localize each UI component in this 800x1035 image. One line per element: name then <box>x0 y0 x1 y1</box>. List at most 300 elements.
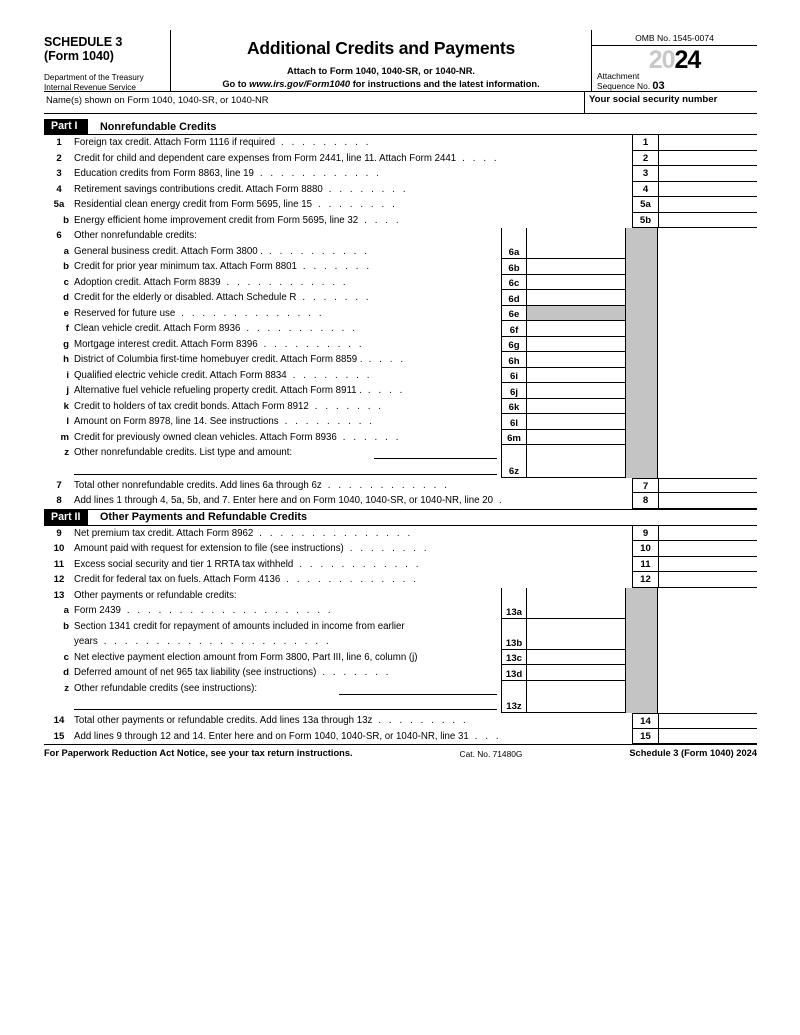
amount-input-6f[interactable] <box>526 321 625 337</box>
line-number: d <box>63 667 69 678</box>
line-description <box>74 383 501 399</box>
leader-dots: . . . . . . . . . . . <box>246 323 358 334</box>
line-row-6j <box>44 383 757 399</box>
line-description <box>74 290 501 306</box>
amount-input-6k[interactable] <box>526 399 625 415</box>
line-description: Other nonrefundable credits: <box>74 230 197 241</box>
amount-input-13z-value[interactable] <box>526 696 625 713</box>
amount-line-label: 13c <box>501 650 526 666</box>
line-description <box>74 244 501 260</box>
amount-line-label: 6l <box>501 414 526 430</box>
line-number: 6 <box>56 230 62 241</box>
amount-input-9[interactable] <box>658 526 757 542</box>
amount-line-label: 5a <box>632 197 658 213</box>
tax-year <box>592 48 757 72</box>
amount-line-label: 8 <box>632 493 658 509</box>
line-row-5a <box>44 197 757 213</box>
amount-line-label: 6e <box>501 306 526 322</box>
leader-dots: . . . . . . . . . . . . <box>259 168 382 179</box>
line-row-11 <box>44 557 757 573</box>
amount-line-label: 10 <box>632 541 658 557</box>
shaded-column <box>625 244 658 260</box>
line-description <box>74 572 632 588</box>
line-description <box>74 306 501 322</box>
sub-amount-spacer <box>501 228 526 244</box>
line-text: Total other nonrefundable credits. Add lines 6a through 6z <box>74 479 322 491</box>
line-row-6k <box>44 399 757 415</box>
line-text: District of Columbia first-time homebuyer credit. Attach Form 8859 . <box>74 354 363 365</box>
line-text: Mortgage interest credit. Attach Form 8396 <box>74 338 258 350</box>
amount-input-2[interactable] <box>658 151 757 167</box>
amount-input-4[interactable] <box>658 182 757 198</box>
amount-line-label: 6i <box>501 368 526 384</box>
line-text: Credit for previously owned clean vehicles. Attach Form 8936 <box>74 431 337 443</box>
form-header <box>44 30 757 92</box>
name-field-label: Name(s) shown on Form 1040, 1040-SR, or 1040-NR <box>46 94 269 105</box>
amount-line-label: 13a <box>501 603 526 619</box>
line-row-13c <box>44 650 757 666</box>
amount-line-label: 6c <box>501 275 526 291</box>
amount-line-label: 1 <box>632 135 658 151</box>
shaded-column <box>625 414 658 430</box>
shaded-column <box>625 306 658 322</box>
amount-input-6h[interactable] <box>526 352 625 368</box>
amount-input-13b-value[interactable] <box>526 634 625 650</box>
line-text: Add lines 9 through 12 and 14. Enter here and on Form 1040, 1040-SR, or 1040-NR, line 31 <box>74 730 469 742</box>
amount-line-label: 5b <box>632 213 658 229</box>
leader-dots: . . . . . . . . . . . . . . . . . . . . . . <box>103 636 332 647</box>
amount-input-6d[interactable] <box>526 290 625 306</box>
line-number: a <box>63 605 69 616</box>
part-1-title: Nonrefundable Credits <box>100 120 217 133</box>
line-number: 12 <box>53 574 65 585</box>
shaded-column <box>625 603 658 619</box>
amount-input-6i[interactable] <box>526 368 625 384</box>
line-description <box>74 526 632 542</box>
line-text: Add lines 1 through 4, 5a, 5b, and 7. Enter here and on Form 1040, 1040-SR, or 1040-NR, line 20 <box>74 495 493 506</box>
leader-dots: . . . . . . <box>342 431 401 443</box>
line-number: m <box>60 431 69 443</box>
form-page <box>44 30 757 759</box>
line-description <box>74 713 632 729</box>
line-row-6e <box>44 306 757 322</box>
shaded-column <box>625 321 658 337</box>
leader-dots: . . . . . . . <box>302 261 372 272</box>
writein-amount-field[interactable] <box>74 709 497 710</box>
leader-dots: . . . . . . . . . . . . . . . <box>259 527 413 539</box>
amount-line-label: 11 <box>632 557 658 573</box>
line-number: b <box>63 261 69 272</box>
amount-line-label: 6h <box>501 352 526 368</box>
line-text: Form 2439 <box>74 605 121 616</box>
amount-input-7[interactable] <box>658 478 757 494</box>
amount-input-13a[interactable] <box>526 603 625 619</box>
amount-input-6z[interactable] <box>526 445 625 461</box>
shaded-column <box>625 461 658 478</box>
leader-dots: . . . . . . . . <box>349 543 430 554</box>
right-spacer <box>658 368 757 384</box>
line-number: k <box>63 400 69 412</box>
line-number: c <box>63 276 69 288</box>
right-spacer <box>658 696 757 713</box>
amount-input-6g[interactable] <box>526 337 625 353</box>
right-spacer <box>658 603 757 619</box>
line-description <box>74 213 632 229</box>
line-text: Credit for federal tax on fuels. Attach Form 4136 <box>74 574 281 585</box>
line-number: g <box>63 338 69 350</box>
line-description <box>74 493 632 509</box>
line-row-13b-second <box>44 634 757 650</box>
schedule-form-ref: (Form 1040) <box>44 48 114 63</box>
line-description <box>74 681 501 697</box>
part-2-title: Other Payments and Refundable Credits <box>100 511 307 523</box>
line-number: c <box>63 651 69 663</box>
shaded-column <box>625 696 658 713</box>
line-row-6 <box>44 228 757 244</box>
shaded-column <box>625 352 658 368</box>
amount-input-12[interactable] <box>658 572 757 588</box>
omb-number: OMB No. 1545-0074 <box>592 33 757 46</box>
amount-line-label: 9 <box>632 526 658 542</box>
line-text: Clean vehicle credit. Attach Form 8936 <box>74 323 241 334</box>
right-spacer <box>658 244 757 260</box>
amount-input-5b[interactable] <box>658 213 757 229</box>
line-row-3 <box>44 166 757 182</box>
sub-amount-spacer <box>501 681 526 697</box>
shaded-column <box>625 368 658 384</box>
amount-line-label: 2 <box>632 151 658 167</box>
leader-dots: . . . . <box>368 354 406 365</box>
shaded-column <box>625 259 658 275</box>
leader-dots: . . . . <box>367 385 405 396</box>
page-title: Additional Credits and Payments <box>246 38 515 58</box>
amount-input-6j[interactable] <box>526 383 625 399</box>
line-text: Reserved for future use <box>74 307 176 319</box>
line-text: Deferred amount of net 965 tax liability (see instructions) <box>74 667 317 678</box>
line-text: Credit for the elderly or disabled. Attach Schedule R <box>74 292 297 303</box>
line-description <box>74 337 501 353</box>
leader-dots: . . . . . . . . . <box>281 137 371 148</box>
tax-year-prefix: 20 <box>648 46 675 74</box>
amount-line-label: 6g <box>501 337 526 353</box>
goto-suffix: for instructions and the latest information. <box>350 79 540 89</box>
line-number: 14 <box>53 715 65 726</box>
leader-dots: . . . . . . . . <box>328 183 409 195</box>
line-text: Amount paid with request for extension to file (see instructions) <box>74 543 344 554</box>
line-number: i <box>66 369 69 381</box>
right-spacer <box>658 321 757 337</box>
line-row-6f <box>44 321 757 337</box>
line-description <box>74 541 632 557</box>
form-identifier: Schedule 3 (Form 1040) 2024 <box>629 748 757 758</box>
leader-dots: . . . . <box>364 214 402 226</box>
amount-input-14[interactable] <box>658 713 757 729</box>
line-description <box>74 665 501 681</box>
tax-year-suffix: 24 <box>674 46 701 74</box>
amount-input-13c[interactable] <box>526 650 625 666</box>
shaded-column <box>625 228 658 244</box>
line-text: Education credits from Form 8863, line 19 <box>74 168 254 179</box>
attach-instruction: Attach to Form 1040, 1040-SR, or 1040-NR. <box>286 66 476 76</box>
line-number: l <box>66 416 69 427</box>
goto-prefix: Go to <box>222 79 250 89</box>
line-text: Adoption credit. Attach Form 8839 <box>74 276 221 288</box>
amount-line-label: 4 <box>632 182 658 198</box>
department-line-1: Department of the Treasury <box>44 73 144 82</box>
header-left-block <box>44 30 171 91</box>
line-row-6d <box>44 290 757 306</box>
right-spacer <box>658 430 757 446</box>
leader-dots: . . . . . . . . . . . . <box>226 276 349 288</box>
department-block <box>44 73 170 92</box>
line-row-6h <box>44 352 757 368</box>
line-row-6z-top <box>44 445 757 461</box>
line-row-6z-bottom <box>44 461 757 478</box>
part-2-header <box>44 509 757 526</box>
header-center-block <box>171 30 591 91</box>
line-row-6i <box>44 368 757 384</box>
shaded-column <box>625 665 658 681</box>
line-description <box>74 352 501 368</box>
line-text: Energy efficient home improvement credit from Form 5695, line 32 <box>74 214 359 226</box>
line-description <box>74 166 632 182</box>
amount-input-11[interactable] <box>658 557 757 573</box>
line-row-12 <box>44 572 757 588</box>
line-description <box>74 461 501 478</box>
writein-type-field[interactable] <box>374 458 497 459</box>
line-number: 1 <box>56 137 62 148</box>
line-description <box>74 368 501 384</box>
right-spacer <box>658 619 757 635</box>
line-row-1 <box>44 135 757 151</box>
amount-line-label: 6f <box>501 321 526 337</box>
line-text: General business credit. Attach Form 3800 . <box>74 245 264 257</box>
paperwork-notice: For Paperwork Reduction Act Notice, see your tax return instructions. <box>44 748 353 758</box>
line-description <box>74 151 632 167</box>
amount-line-label: 14 <box>632 713 658 729</box>
right-spacer <box>658 399 757 415</box>
right-spacer <box>658 461 757 478</box>
line-row-15 <box>44 729 757 745</box>
line-row-6c <box>44 275 757 291</box>
line-number: f <box>65 323 69 334</box>
line-text: Residential clean energy credit from Form 5695, line 15 <box>74 199 313 210</box>
sequence-label: Sequence No. <box>597 80 651 91</box>
line-row-5b <box>44 213 757 229</box>
line-description <box>74 399 501 415</box>
shaded-column <box>625 290 658 306</box>
leader-dots: . . . . . . . . <box>292 369 373 381</box>
amount-line-label: 6j <box>501 383 526 399</box>
line-number: z <box>64 447 69 458</box>
writein-amount-field[interactable] <box>74 474 497 475</box>
line-text: Other refundable credits (see instructions): <box>74 682 258 694</box>
line-row-13 <box>44 588 757 604</box>
line-text: Net elective payment election amount from Form 3800, Part III, line 6, column (j) <box>74 651 418 663</box>
shaded-column <box>625 650 658 666</box>
amount-input-6z-value[interactable] <box>526 461 625 478</box>
line-row-13z-top <box>44 681 757 697</box>
writein-type-field[interactable] <box>339 694 497 695</box>
shaded-column <box>625 383 658 399</box>
amount-input-3[interactable] <box>658 166 757 182</box>
amount-input-6b[interactable] <box>526 259 625 275</box>
line-row-8 <box>44 493 757 509</box>
sub-amount-spacer <box>501 445 526 461</box>
line-number: d <box>63 292 69 303</box>
line-text: years <box>74 636 98 647</box>
shaded-column <box>625 430 658 446</box>
amount-input-8[interactable] <box>658 493 757 509</box>
leader-dots: . . . . . . . . . . . . . . . . . . . . <box>126 605 334 616</box>
amount-input-10[interactable] <box>658 541 757 557</box>
amount-input-6l[interactable] <box>526 414 625 430</box>
line-description: Other payments or refundable credits: <box>74 589 237 601</box>
amount-line-label: 7 <box>632 478 658 494</box>
line-row-13b-first <box>44 619 757 635</box>
line-description <box>74 557 632 573</box>
amount-line-label: 13z <box>501 696 526 713</box>
amount-line-label: 6m <box>501 430 526 446</box>
line-number: b <box>63 214 69 226</box>
leader-dots: . . . . . . . . . . . . . <box>286 574 419 585</box>
line-row-13a <box>44 603 757 619</box>
line-text: Net premium tax credit. Attach Form 8962 <box>74 527 254 539</box>
line-number: 7 <box>56 479 62 491</box>
amount-line-label: 6b <box>501 259 526 275</box>
shaded-column <box>625 275 658 291</box>
amount-input-13z[interactable] <box>526 681 625 697</box>
line-description <box>74 478 632 494</box>
leader-dots: . . . . . . . . . <box>284 416 375 427</box>
line-description <box>74 182 632 198</box>
line-row-13z-bottom <box>44 696 757 713</box>
amount-input-6a[interactable] <box>526 244 625 260</box>
amount-input-13b[interactable] <box>526 619 625 635</box>
leader-dots: . . . . <box>462 152 500 164</box>
line-description <box>74 321 501 337</box>
catalog-number: Cat. No. 71480G <box>459 749 523 759</box>
amount-line-label: 12 <box>632 572 658 588</box>
line-number: 4 <box>56 183 62 195</box>
leader-dots: . . . . . . . . . . . . . . <box>181 307 325 319</box>
amount-line-label: 6z <box>501 461 526 478</box>
leader-dots: . . . . . . . <box>314 400 384 412</box>
leader-dots: . . . . . . . . . . . . <box>327 479 450 491</box>
amount-line-label: 6d <box>501 290 526 306</box>
attachment-sequence <box>592 72 757 91</box>
line-number: j <box>66 385 69 396</box>
amount-input-6c[interactable] <box>526 275 625 291</box>
irs-url-link[interactable]: www.irs.gov/Form1040 <box>249 79 351 89</box>
right-spacer <box>658 259 757 275</box>
right-spacer <box>658 588 757 604</box>
sub-amount-spacer-box <box>526 228 625 244</box>
amount-line-label: 3 <box>632 166 658 182</box>
line-row-6m <box>44 430 757 446</box>
amount-input-1[interactable] <box>658 135 757 151</box>
line-number-blank <box>44 461 74 478</box>
part-1-tag: Part I <box>44 119 88 134</box>
line-description: Section 1341 credit for repayment of amounts included in income from earlier <box>74 620 405 632</box>
line-row-9 <box>44 526 757 542</box>
right-spacer <box>658 306 757 322</box>
right-spacer <box>658 290 757 306</box>
right-spacer <box>658 445 757 461</box>
line-text: Foreign tax credit. Attach Form 1116 if required <box>74 137 276 148</box>
line-text: Credit for child and dependent care expenses from Form 2441, line 11. Attach Form 2441 <box>74 152 457 164</box>
leader-dots: . . . . . . . <box>322 667 392 678</box>
name-field[interactable] <box>44 92 585 113</box>
line-number-blank <box>44 696 74 713</box>
amount-line-label: 15 <box>632 729 658 745</box>
line-text: Alternative fuel vehicle refueling property credit. Attach Form 8911 . <box>74 385 362 396</box>
amount-line-label: 6k <box>501 399 526 415</box>
line-number: b <box>63 620 69 632</box>
right-spacer <box>658 634 757 650</box>
line-description <box>74 445 501 461</box>
right-spacer <box>658 414 757 430</box>
amount-input-15[interactable] <box>658 729 757 745</box>
line-description <box>74 696 501 713</box>
amount-input-5a[interactable] <box>658 197 757 213</box>
line-row-10 <box>44 541 757 557</box>
line-text: Amount on Form 8978, line 14. See instructions <box>74 416 279 427</box>
line-row-6b <box>44 259 757 275</box>
header-right-block <box>591 30 757 91</box>
line-number: z <box>64 682 69 694</box>
leader-dots: . . . . . . . . . . <box>263 338 365 350</box>
line-number: 9 <box>56 527 62 539</box>
amount-line-label: 6a <box>501 244 526 260</box>
line-row-2 <box>44 151 757 167</box>
amount-input-13d[interactable] <box>526 665 625 681</box>
line-number: a <box>63 245 69 257</box>
leader-dots: . . . . . . . . . . . . <box>299 558 422 570</box>
ssn-field[interactable] <box>585 92 757 113</box>
shaded-column <box>625 681 658 697</box>
line-number: 2 <box>56 152 62 164</box>
line-number: 15 <box>53 730 65 742</box>
line-description <box>74 275 501 291</box>
line-number: 10 <box>53 543 65 554</box>
line-number: 13 <box>53 589 65 601</box>
amount-line-label: 13b <box>501 634 526 650</box>
right-spacer <box>658 681 757 697</box>
line-row-14 <box>44 713 757 729</box>
line-description <box>74 729 632 745</box>
right-spacer <box>658 275 757 291</box>
line-text: Excess social security and tier 1 RRTA tax withheld <box>74 558 294 570</box>
line-description <box>74 197 632 213</box>
form-footer <box>44 744 757 759</box>
line-text: Other nonrefundable credits. List type and amount: <box>74 447 293 458</box>
line-description <box>74 430 501 446</box>
attachment-label: Attachment <box>597 71 640 81</box>
right-spacer <box>658 665 757 681</box>
department-line-2: Internal Revenue Service <box>44 82 136 92</box>
right-spacer <box>658 352 757 368</box>
taxpayer-identification-row <box>44 92 757 114</box>
line-number: h <box>63 354 69 365</box>
amount-input-6m[interactable] <box>526 430 625 446</box>
part-1-header <box>44 119 757 135</box>
amount-reserved-6e <box>526 306 625 322</box>
sub-amount-spacer <box>501 619 526 635</box>
shaded-column <box>625 588 658 604</box>
leader-dots: . . . . . . . . . <box>378 715 469 726</box>
shaded-column <box>625 634 658 650</box>
